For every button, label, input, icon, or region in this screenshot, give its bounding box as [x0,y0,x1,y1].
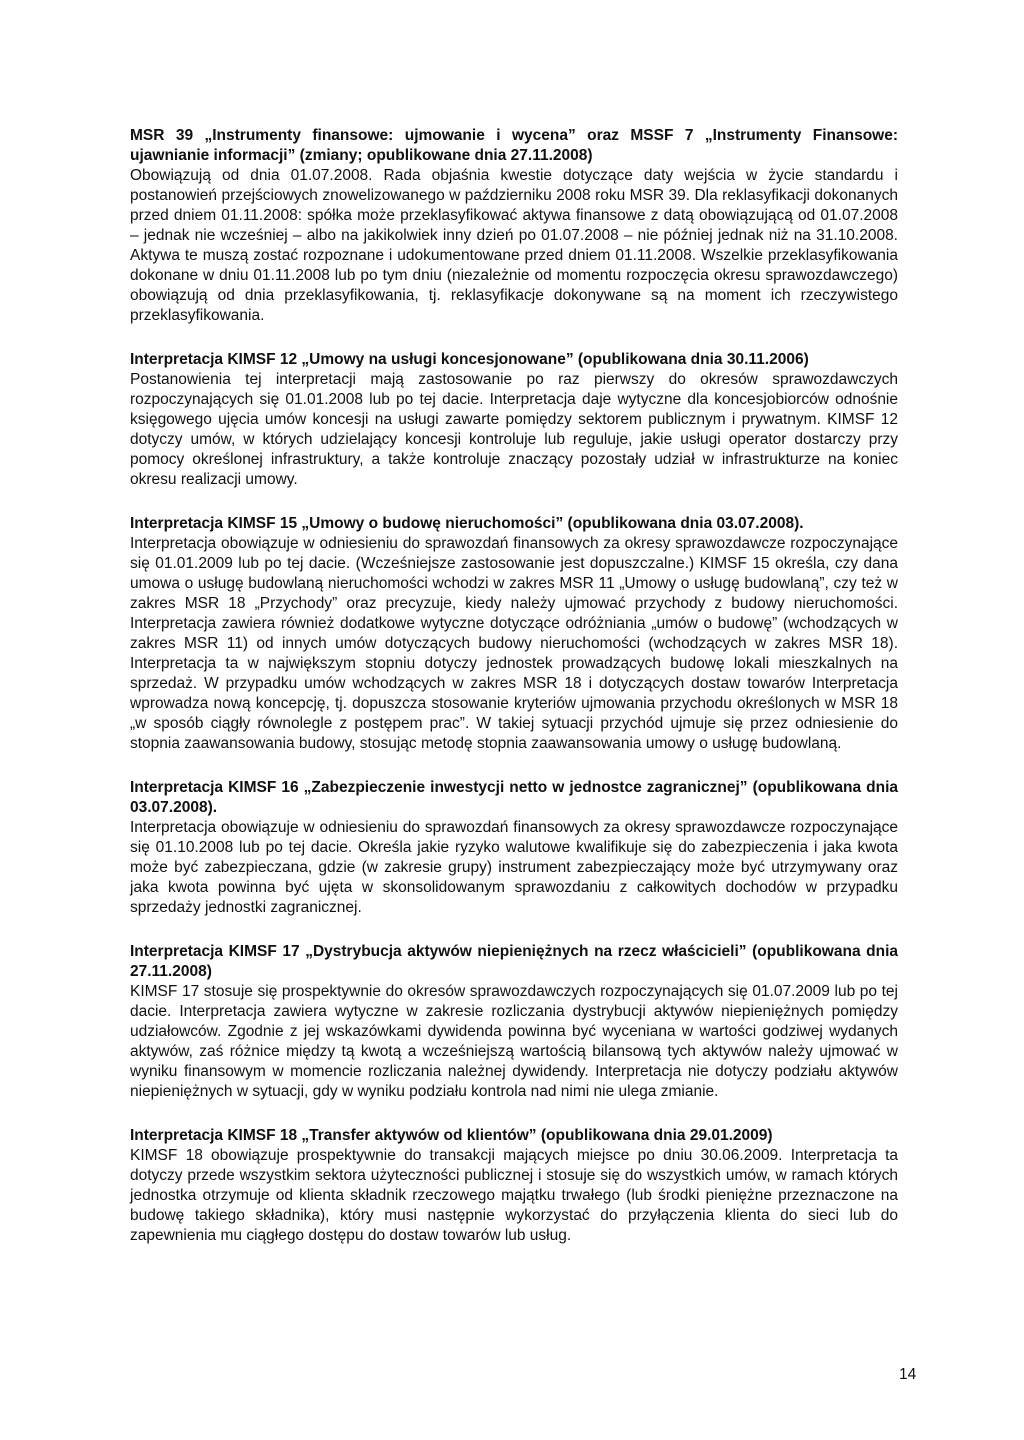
section-title: Interpretacja KIMSF 18 „Transfer aktywów od klientów” (opublikowana dnia 29.01.2009) [130,1127,773,1144]
section-body: KIMSF 18 obowiązuje prospektywnie do transakcji mających miejsce po dniu 30.06.2009. Interpretacja ta dotyczy przede wszystkim sektora użyteczności publicznej i stosuje się do wszystkich umów, w ramach których jednostka otrzymuje od klienta składnik rzeczowego majątku trwałego (lub środki pieniężne przeznaczone na budowę takiego składnika), który musi następnie wykorzystać do przyłączenia klienta do sieci lub do zapewnienia mu ciągłego dostępu do dostaw towarów lub usług. [130,1147,898,1244]
section-msr39 [130,126,898,326]
section-body: KIMSF 17 stosuje się prospektywnie do okresów sprawozdawczych rozpoczynających się 01.07.2009 lub po tej dacie. Interpretacja zawiera wytyczne w zakresie rozliczania dystrybucji aktywów niepieniężnych pomiędzy udziałowców. Zgodnie z jej wskazówkami dywidenda powinna być wyceniana w wartości godziwej wydanych aktywów, zaś różnice między tą kwotą a wcześniejszą wartością bilansową tych aktywów należy ujmować w wyniku finansowym w momencie rozliczania należnej dywidendy. Interpretacja nie dotyczy podziału aktywów niepieniężnych w sytuacji, gdy w wyniku podziału kontrola nad nimi nie ulega zmianie. [130,983,898,1100]
document-page [130,126,898,1270]
section-body: Interpretacja obowiązuje w odniesieniu do sprawozdań finansowych za okresy sprawozdawcze rozpoczynające się 01.10.2008 lub po tej dacie. Określa jakie ryzyko walutowe kwalifikuje się do zabezpieczenia i jaka kwota może być zabezpieczana, gdzie (w zakresie grupy) instrument zabezpieczający może być utrzymywany oraz jaka kwota powinna być ujęta w skonsolidowanym sprawozdaniu z całkowitych dochodów w przypadku sprzedaży jednostki zagranicznej. [130,819,898,916]
section-body: Obowiązują od dnia 01.07.2008. Rada objaśnia kwestie dotyczące daty wejścia w życie standardu i postanowień przejściowych znowelizowanego w październiku 2008 roku MSR 39. Dla reklasyfikacji dokonanych przed dniem 01.11.2008: spółka może przeklasyfikować aktywa finansowe z datą obowiązującą od 01.07.2008 – jednak nie wcześniej – albo na jakikolwiek inny dzień po 01.07.2008 – nie później jednak niż na 31.10.2008. Aktywa te muszą zostać rozpoznane i udokumentowane przed dniem 01.11.2008. Wszelkie przeklasyfikowania dokonane w dniu 01.11.2008 lub po tym dniu (niezależnie od momentu rozpoczęcia okresu sprawozdawczego) obowiązują od dnia przeklasyfikowania, tj. reklasyfikacje dokonywane są na moment ich rzeczywistego przeklasyfikowania. [130,167,898,324]
section-kimsf15 [130,514,898,754]
section-kimsf16 [130,778,898,918]
section-title: Interpretacja KIMSF 12 „Umowy na usługi koncesjonowane” (opublikowana dnia 30.11.2006) [130,351,809,368]
section-title: Interpretacja KIMSF 16 „Zabezpieczenie inwestycji netto w jednostce zagranicznej” (opublikowana dnia 03.07.2008). [130,779,898,816]
section-kimsf18 [130,1126,898,1246]
section-title: Interpretacja KIMSF 15 „Umowy o budowę nieruchomości” (opublikowana dnia 03.07.2008). [130,515,804,532]
section-body: Postanowienia tej interpretacji mają zastosowanie po raz pierwszy do okresów sprawozdawczych rozpoczynających się 01.01.2008 lub po tej dacie. Interpretacja daje wytyczne dla koncesjobiorców odnośnie księgowego ujęcia umów koncesji na usługi zawarte pomiędzy sektorem publicznym i prywatnym. KIMSF 12 dotyczy umów, w których udzielający koncesji kontroluje lub reguluje, jakie usługi operator dostarczy przy pomocy określonej infrastruktury, a także kontroluje znaczący pozostały udział w infrastrukturze na koniec okresu realizacji umowy. [130,371,898,488]
section-kimsf17 [130,942,898,1102]
section-title: Interpretacja KIMSF 17 „Dystrybucja aktywów niepieniężnych na rzecz właścicieli” (opublikowana dnia 27.11.2008) [130,943,898,980]
section-kimsf12 [130,350,898,490]
page-number: 14 [899,1366,917,1383]
section-body: Interpretacja obowiązuje w odniesieniu do sprawozdań finansowych za okresy sprawozdawcze rozpoczynające się 01.01.2009 lub po tej dacie. (Wcześniejsze zastosowanie jest dopuszczalne.) KIMSF 15 określa, czy dana umowa o usługę budowlaną nieruchomości wchodzi w zakres MSR 11 „Umowy o usługę budowlaną”, czy też w zakres MSR 18 „Przychody” oraz precyzuje, kiedy należy ujmować przychody z budowy nieruchomości. Interpretacja zawiera również dodatkowe wytyczne dotyczące odróżniania „umów o budowę” (wchodzących w zakres MSR 11) od innych umów dotyczących budowy nieruchomości (wchodzących w zakres MSR 18). Interpretacja ta w największym stopniu dotyczy jednostek prowadzących budowę lokali mieszkalnych na sprzedaż. W przypadku umów wchodzących w zakres MSR 18 i dotyczących dostaw towarów Interpretacja wprowadza nową koncepcję, tj. dopuszcza stosowanie kryteriów ujmowania przychodu określonych w MSR 18 „w sposób ciągły równolegle z postępem prac”. W takiej sytuacji przychód ujmuje się przez odniesienie do stopnia zaawansowania budowy, stosując metodę stopnia zaawansowania umowy o usługę budowlaną. [130,535,898,752]
section-title: MSR 39 „Instrumenty finansowe: ujmowanie i wycena” oraz MSSF 7 „Instrumenty Finansowe: ujawnianie informacji” (zmiany; opublikowane dnia 27.11.2008) [130,127,898,164]
